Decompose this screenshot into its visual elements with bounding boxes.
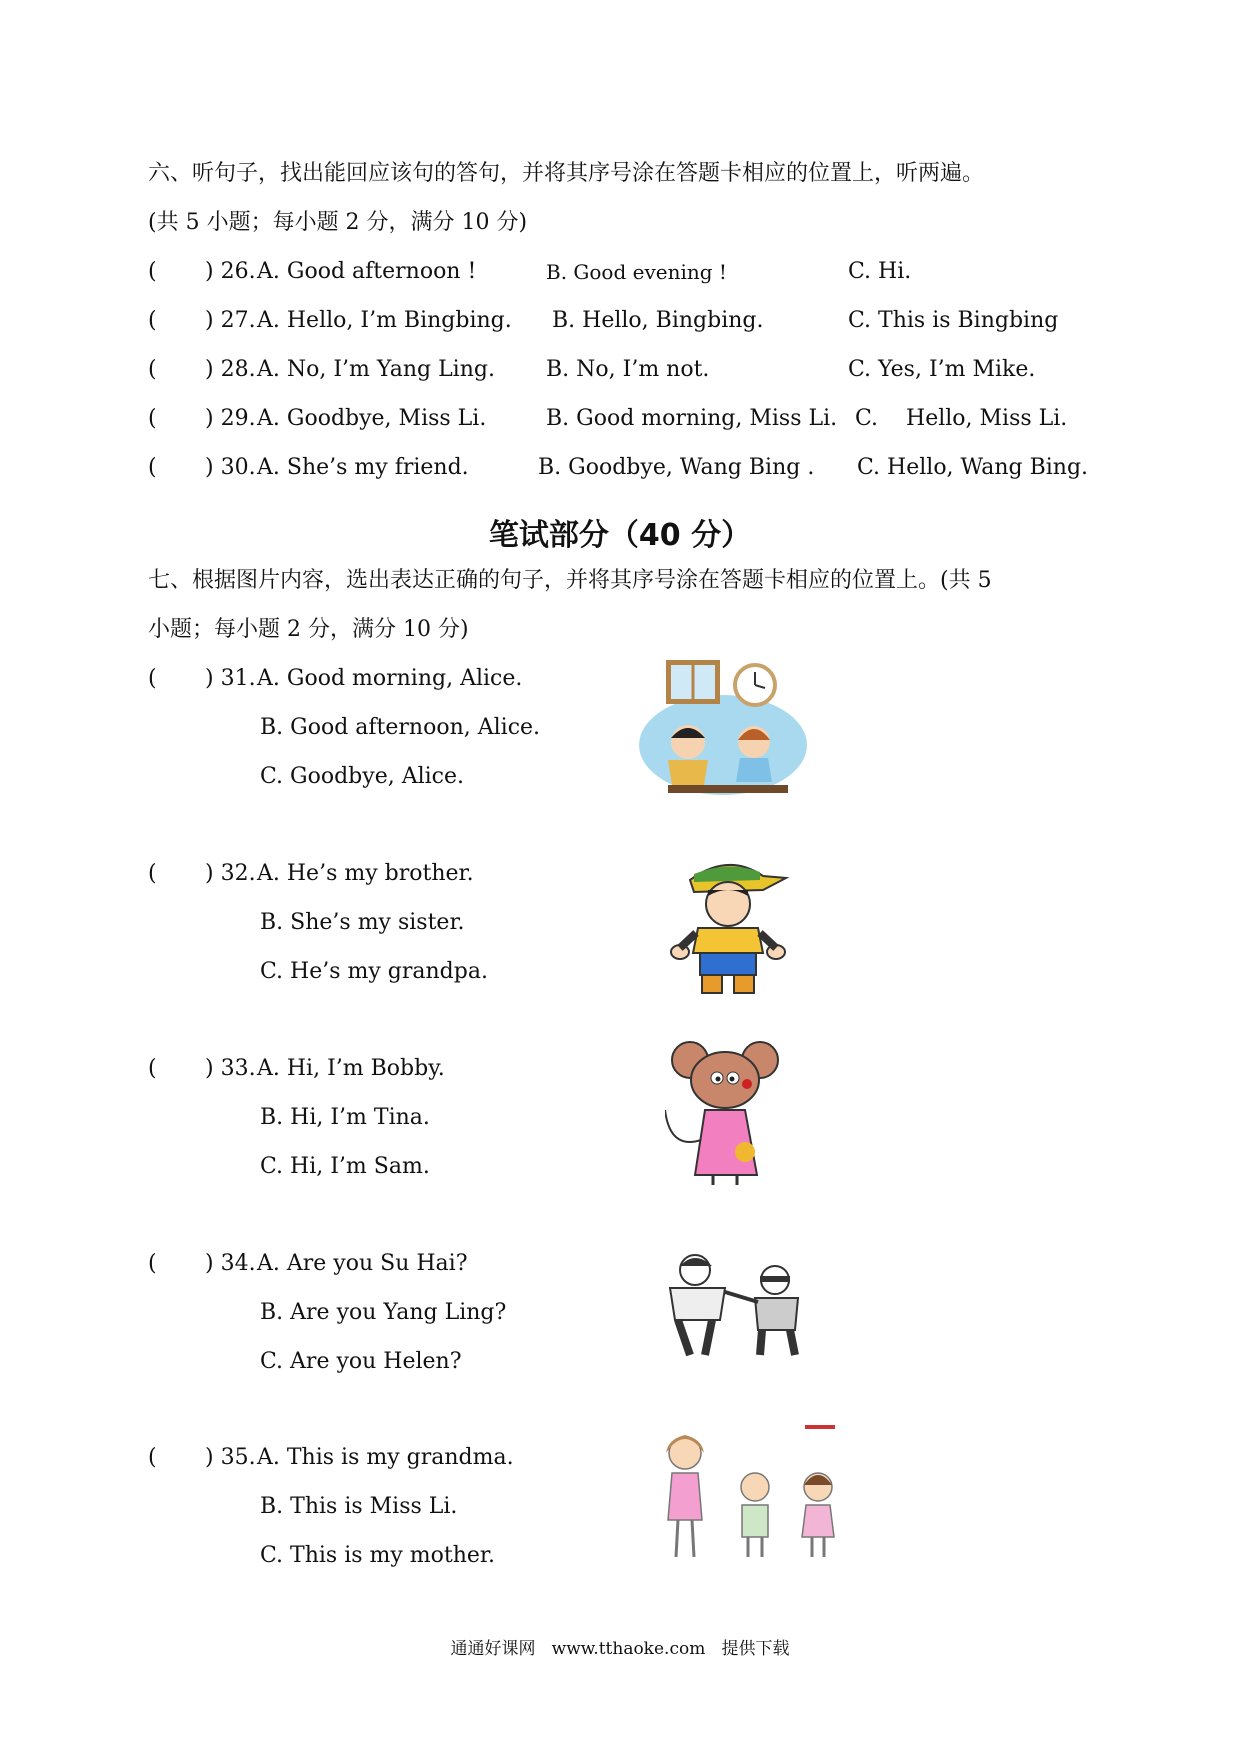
answer-bracket[interactable]: ( xyxy=(148,1056,157,1081)
option-b: B. Are you Yang Ling? xyxy=(260,1300,507,1325)
page-footer: 通通好课网 www.tthaoke.com 提供下载 xyxy=(450,1639,790,1659)
question-number: ) 26. xyxy=(205,259,256,284)
answer-bracket[interactable]: ( xyxy=(148,1445,157,1470)
option-c: C. Hello, Wang Bing. xyxy=(857,455,1089,480)
question-number: ) 33. xyxy=(205,1056,256,1081)
answer-bracket[interactable]: ( xyxy=(148,406,157,431)
option-c: C. Are you Helen? xyxy=(260,1349,462,1374)
option-a: A. No, I’m Yang Ling. xyxy=(257,357,495,382)
option-c: C. Yes, I’m Mike. xyxy=(848,357,1036,382)
section7-heading-line1: 七、根据图片内容，选出表达正确的句子，并将其序号涂在答题卡相应的位置上。(共 5 xyxy=(148,568,992,593)
option-c: C. Goodbye, Alice. xyxy=(260,764,464,789)
option-b: B. Good afternoon, Alice. xyxy=(260,715,541,740)
option-a: A. She’s my friend. xyxy=(257,455,469,480)
section6-heading-line1: 六、听句子，找出能回应该句的答句，并将其序号涂在答题卡相应的位置上，听两遍。 xyxy=(148,161,985,186)
question-number: ) 30. xyxy=(205,455,256,480)
answer-bracket[interactable]: ( xyxy=(148,259,157,284)
option-a: A. Hi, I’m Bobby. xyxy=(257,1056,445,1081)
section7-heading-line2: 小题；每小题 2 分，满分 10 分) xyxy=(148,617,469,642)
answer-bracket[interactable]: ( xyxy=(148,357,157,382)
question-number: ) 31. xyxy=(205,666,256,691)
question-number: ) 32. xyxy=(205,861,256,886)
option-a: A. Hello, I’m Bingbing. xyxy=(257,308,512,333)
answer-bracket[interactable]: ( xyxy=(148,1251,157,1276)
option-b: B. Good morning, Miss Li. xyxy=(546,406,838,431)
answer-bracket[interactable]: ( xyxy=(148,861,157,886)
option-a: A. Good afternoon ! xyxy=(257,259,477,284)
option-b: B. She’s my sister. xyxy=(260,910,465,935)
answer-bracket[interactable]: ( xyxy=(148,666,157,691)
option-c: C. He’s my grandpa. xyxy=(260,959,488,984)
option-b: B. Goodbye, Wang Bing . xyxy=(538,455,815,480)
question-number: ) 27. xyxy=(205,308,256,333)
written-section-title: 笔试部分（40 分） xyxy=(488,518,752,553)
question-number: ) 28. xyxy=(205,357,256,382)
picture-boy-cap xyxy=(668,858,798,998)
option-a: A. Good morning, Alice. xyxy=(257,666,523,691)
option-b: B. This is Miss Li. xyxy=(260,1494,458,1519)
question-number: ) 35. xyxy=(205,1445,256,1470)
option-a: A. He’s my brother. xyxy=(257,861,474,886)
answer-bracket[interactable]: ( xyxy=(148,455,157,480)
question-number: ) 29. xyxy=(205,406,256,431)
option-b: B. Hi, I’m Tina. xyxy=(260,1105,430,1130)
question-number: ) 34. xyxy=(205,1251,256,1276)
answer-bracket[interactable]: ( xyxy=(148,308,157,333)
picture-woman-kids xyxy=(650,1425,860,1565)
picture-kids-blindfold xyxy=(650,1250,825,1360)
option-b: B. Good evening ! xyxy=(546,260,727,284)
option-b: B. Hello, Bingbing. xyxy=(552,308,764,333)
option-a: A. Are you Su Hai? xyxy=(257,1251,468,1276)
option-a: A. Goodbye, Miss Li. xyxy=(257,406,487,431)
option-c: C. Hi. xyxy=(848,259,912,284)
option-c: C. Hello, Miss Li. xyxy=(855,406,1068,431)
section6-heading-line2: (共 5 小题；每小题 2 分，满分 10 分) xyxy=(148,210,528,235)
option-c: C. This is my mother. xyxy=(260,1543,496,1568)
picture-kids-classroom xyxy=(638,660,808,800)
option-b: B. No, I’m not. xyxy=(546,357,710,382)
option-c: C. This is Bingbing xyxy=(848,308,1059,333)
option-a: A. This is my grandma. xyxy=(257,1445,514,1470)
picture-mouse-girl xyxy=(665,1040,785,1185)
option-c: C. Hi, I’m Sam. xyxy=(260,1154,430,1179)
